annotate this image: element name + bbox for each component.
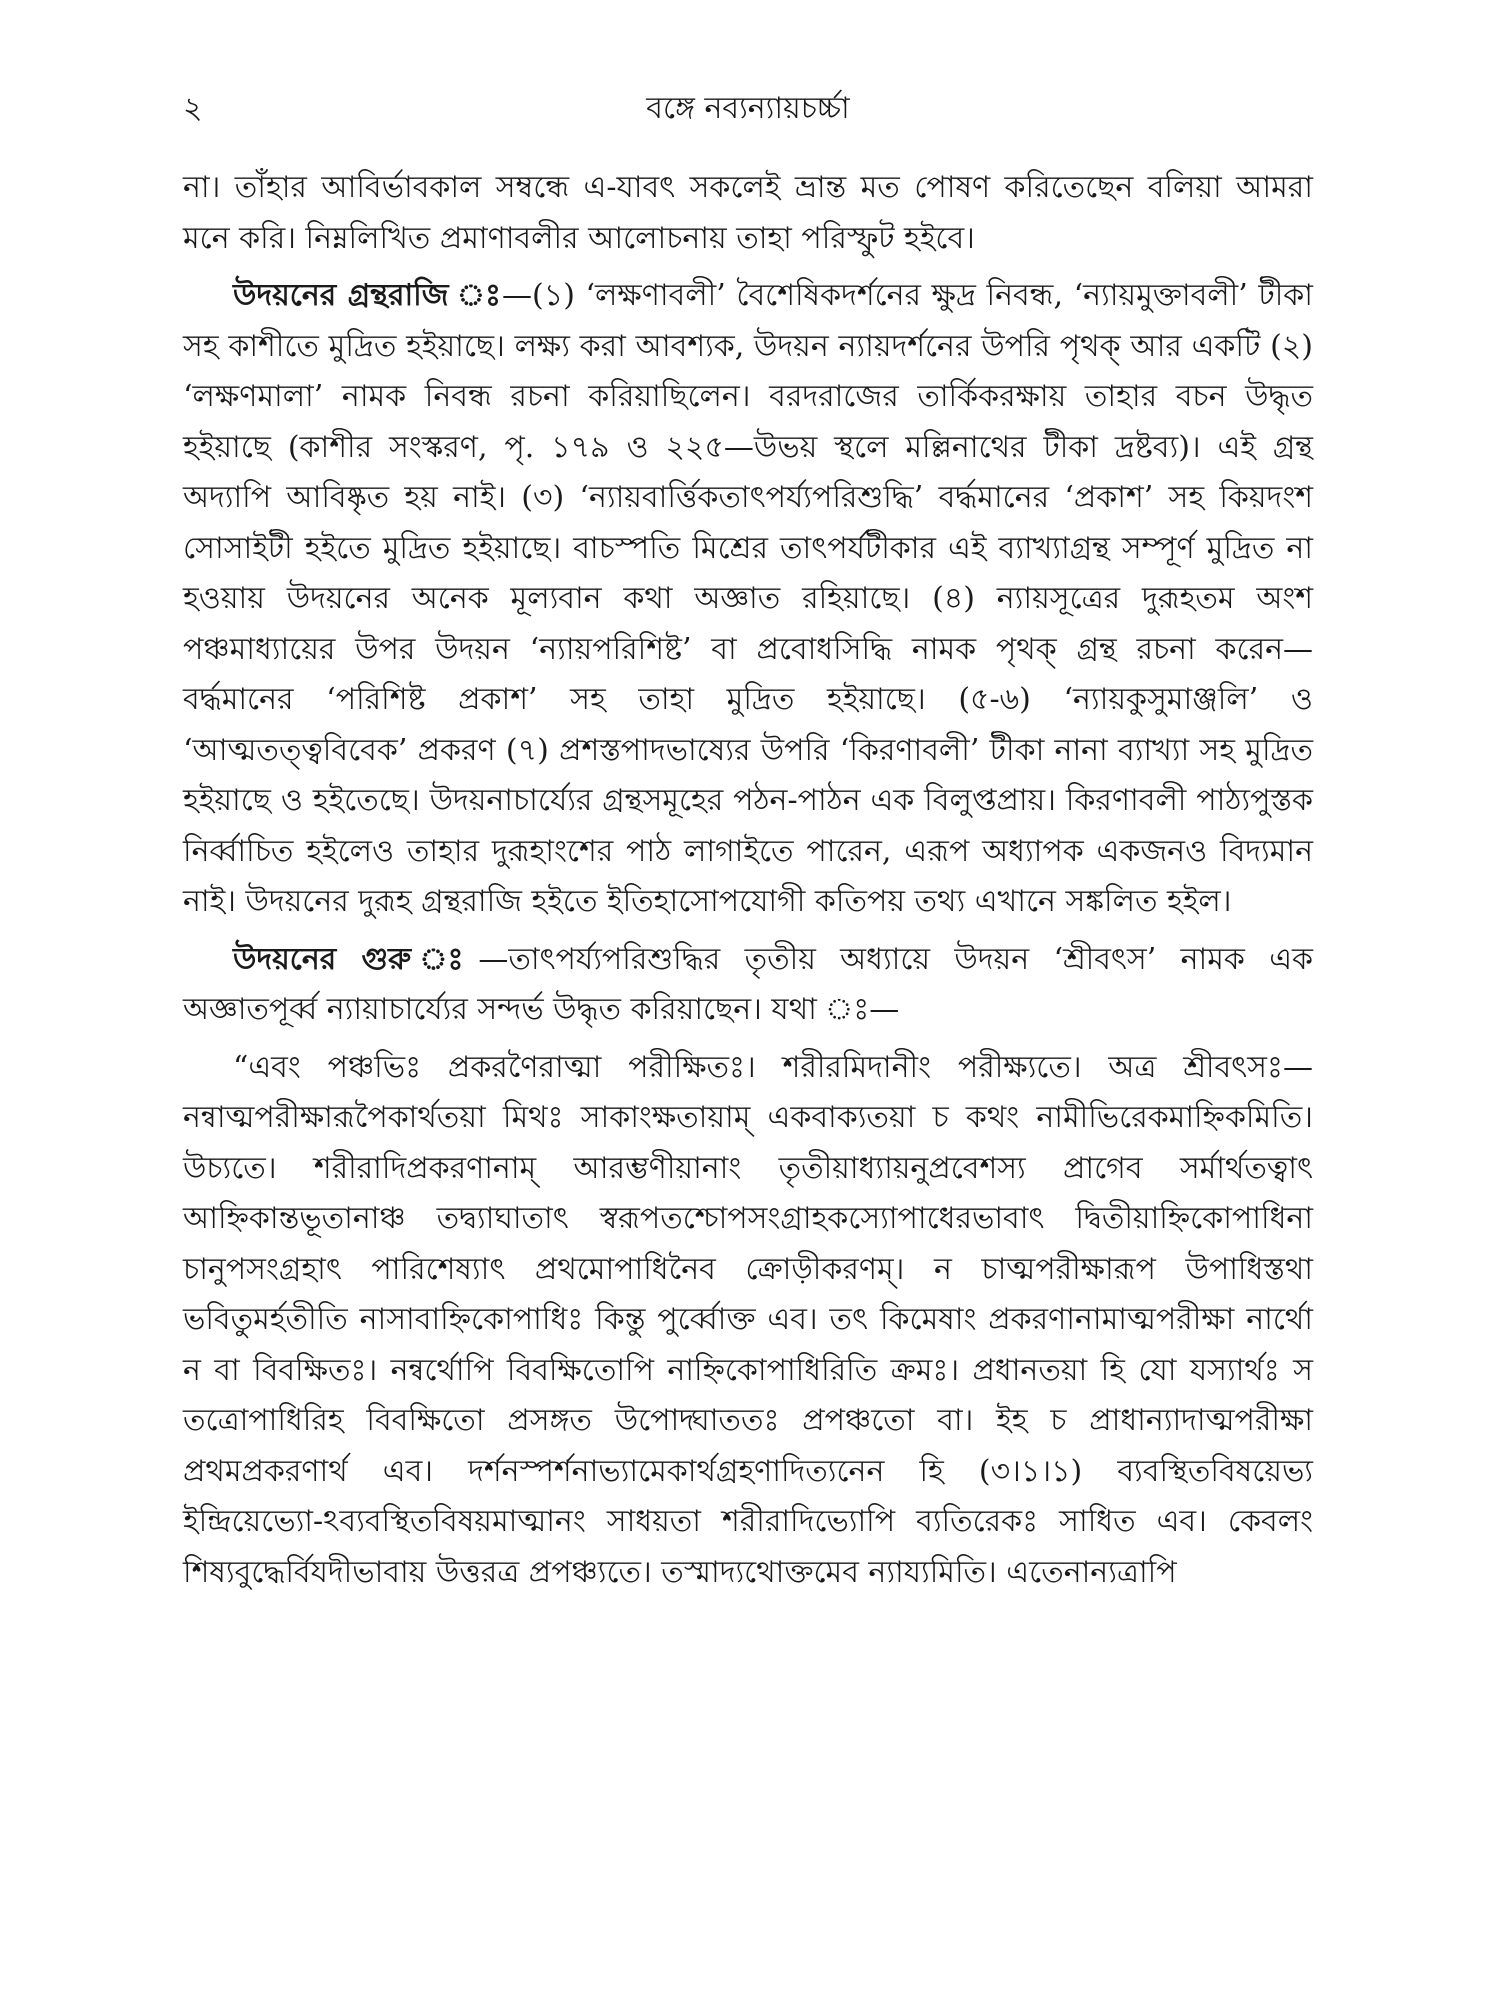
paragraph-text: —(১) ‘লক্ষণাবলী’ বৈশেষিকদর্শনের ক্ষুদ্র নিবন্ধ, ‘ন্যায়মুক্তাবলী’ টীকা সহ কাশীতে মুদ্রিত হইয়াছে। লক্ষ্য করা আবশ্যক, উদয়ন ন্যায়দর্শনের উপরি পৃথক্ আর একটি (২) ‘লক্ষণমালা’ নামক নিবন্ধ রচনা করিয়াছিলেন। বরদরাজের তার্কিকরক্ষায় তাহার বচন উদ্ধৃত হইয়াছে (কাশীর সংস্করণ, পৃ. ১৭৯ ও ২২৫—উভয় স্থলে মল্লিনাথের টীকা দ্রষ্টব্য)। এই গ্রন্থ অদ্যাপি আবিষ্কৃত হয় নাই। (৩) ‘ন্যায়বার্ত্তিকতাৎপর্য্যপরিশুদ্ধি’ বর্দ্ধমানের ‘প্রকাশ’ সহ কিয়দংশ সোসাইটী হইতে মুদ্রিত হইয়াছে। বাচস্পতি মিশ্রের তাৎপর্যটীকার এই ব্যাখ্যাগ্রন্থ সম্পূর্ণ মুদ্রিত না হওয়ায় উদয়নের অনেক মূল্যবান কথা অজ্ঞাত রহিয়াছে। (৪) ন্যায়সূত্রের দুরূহতম অংশ পঞ্চমাধ্যায়ের উপর উদয়ন ‘ন্যায়পরিশিষ্ট’ বা প্রবোধসিদ্ধি নামক পৃথক্ গ্রন্থ রচনা করেন—বর্দ্ধমানের ‘পরিশিষ্ট প্রকাশ’ সহ তাহা মুদ্রিত হইয়াছে। (৫-৬) ‘ন্যায়কুসুমাঞ্জলি’ ও ‘আত্মতত্ত্ববিবেক’ প্রকরণ (৭) প্রশস্তপাদভাষ্যের উপরি ‘কিরণাবলী’ টীকা নানা ব্যাখ্যা সহ মুদ্রিত হইয়াছে ও হইতেছে। উদয়নাচার্য্যের গ্রন্থসমূহের পঠন-পাঠন এক বিলুপ্তপ্রায়। কিরণাবলী পাঠ্যপুস্তক নির্ব্বাচিত হইলেও তাহার দুরূহাংশের পাঠ লাগাইতে পারেন, এরূপ অধ্যাপক একজনও বিদ্যমান নাই। উদয়নের দুরূহ গ্রন্থরাজি হইতে ইতিহাসোপযোগী কতিপয় তথ্য এখানে সঙ্কলিত হইল। [183, 278, 1313, 919]
page-number: ২ [183, 91, 203, 126]
paragraph-continuation [183, 163, 1313, 264]
page-header [183, 84, 1313, 124]
section-heading-udayana-guru: উদয়নের গুরু ঃ [233, 941, 479, 977]
paragraph-text: না। তাঁহার আবির্ভাবকাল সম্বন্ধে এ-যাবৎ সকলেই ভ্রান্ত মত পোষণ করিতেছেন বলিয়া আমরা মনে করি। নিম্নলিখিত প্রমাণাবলীর আলোচনায় তাহা পরিস্ফুট হইবে। [183, 170, 1313, 256]
sanskrit-quotation [183, 1043, 1313, 1599]
paragraph-udayana-guru [183, 935, 1313, 1036]
running-title: বঙ্গে নব্যন্যায়চর্চ্চা [646, 91, 850, 126]
paragraph-udayana-works [183, 271, 1313, 928]
body-text [183, 163, 1313, 1598]
quotation-text: “এবং পঞ্চভিঃ প্রকরণৈরাত্মা পরীক্ষিতঃ। শরীরমিদানীং পরীক্ষ্যতে। অত্র শ্রীবৎসঃ—নন্বাত্মপরীক্ষারূপৈকার্থতয়া মিথঃ সাকাংক্ষতায়াম্ একবাক্যতয়া চ কথং নামীভিরেকমাহ্নিকমিতি। উচ্যতে। শরীরাদিপ্রকরণানাম্ আরম্ভণীয়ানাং তৃতীয়াধ্যায়নুপ্রবেশস্য প্রাগেব সর্মার্থতত্বাৎ আহ্নিকান্তভূতানাঞ্চ তদ্ব্যাঘাতাৎ স্বরূপতশ্চোপসংগ্রাহকস্যোপাধেরভাবাৎ দ্বিতীয়াহ্নিকোপাধিনা চানুপসংগ্রহাৎ পারিশেষ্যাৎ প্রথমোপাধিনৈব ক্রোড়ীকরণম্। ন চাত্মপরীক্ষারূপ উপাধিস্তথা ভবিতুমর্হতীতি নাসাবাহ্নিকোপাধিঃ কিন্তু পুর্ব্বোক্ত এব। তৎ কিমেষাং প্রকরণানামাত্মপরীক্ষা নার্থো ন বা বিবক্ষিতঃ। নন্বর্থোপি বিবক্ষিতোপি নাহ্নিকোপাধিরিতি ক্রমঃ। প্রধানতয়া হি যো যস্যার্থঃ স তত্রোপাধিরিহ বিবক্ষিতো প্রসঙ্গত উপোদ্ঘাততঃ প্রপঞ্চতো বা। ইহ চ প্রাধান্যাদাত্মপরীক্ষা প্রথমপ্রকরণার্থ এব। দর্শনস্পর্শনাভ্যামেকার্থগ্রহণাদিত্যনেন হি (৩।১।১) ব্যবস্থিতবিষয়েভ্য ইন্দ্রিয়েভ্যো-ঽব্যবস্থিতবিষয়মাত্মানং সাধয়তা শরীরাদিভ্যোপি ব্যতিরেকঃ সাধিত এব। কেবলং শিষ্যবুদ্ধের্বিযদীভাবায় উত্তরত্র প্রপঞ্চ্যতে। তস্মাদ্যথোক্তমেব ন্যায্যমিতি। এতেনান্যত্রাপি [183, 1049, 1313, 1590]
section-heading-udayana-works: উদয়নের গ্রন্থরাজি ঃ [233, 278, 503, 313]
paragraph-text: —তাৎপর্য্যপরিশুদ্ধির তৃতীয় অধ্যায়ে উদয়ন ‘শ্রীবৎস’ নামক এক অজ্ঞাতপূর্ব্ব ন্যায়াচার্য্যের সন্দর্ভ উদ্ধৃত করিয়াছেন। যথা ঃ— [183, 941, 1313, 1027]
